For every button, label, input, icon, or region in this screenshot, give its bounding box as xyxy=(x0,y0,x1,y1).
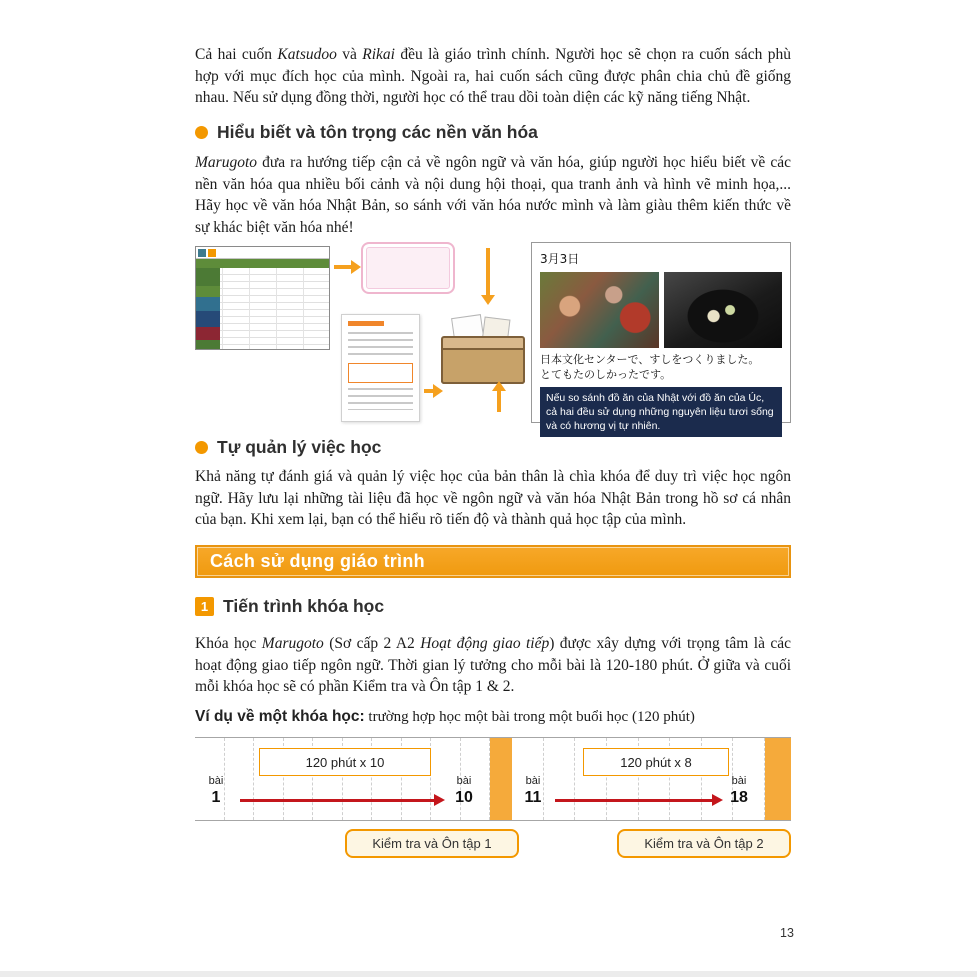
contents-table-thumbnail xyxy=(195,246,330,350)
folder-front xyxy=(441,348,525,384)
form-text-lines xyxy=(348,388,413,410)
self-manage-section-heading xyxy=(195,437,381,458)
topic-block xyxy=(196,311,220,327)
topic-block xyxy=(196,268,220,286)
section-number-badge: 1 xyxy=(195,597,214,616)
lesson-number: 11 xyxy=(524,789,542,806)
logo-mark-icon xyxy=(208,249,216,257)
assessment-form-thumbnail xyxy=(341,314,420,422)
text-segment: Cả hai cuốn xyxy=(195,46,278,63)
table-header-band xyxy=(196,259,329,268)
sushi-making-photo xyxy=(540,272,659,348)
lesson-end-18 xyxy=(722,774,756,808)
topic-block xyxy=(196,297,220,311)
text-segment: đều là giáo trình chính. Người học sẽ chọn ra cuốn sách phù hợp với mục đích học của mình. Ngoài ra, hai cuốn sách cũng được phân chia chủ đề giống nhau. Nếu sử dụng đồng thời, người học có thể trau dồi toàn diện các kỹ năng tiếng Nhật. xyxy=(195,46,791,106)
progress-arrow-icon xyxy=(555,799,713,802)
book-title-marugoto: Marugoto xyxy=(195,154,257,171)
diary-date: 3月3日 xyxy=(540,252,580,266)
culture-note-card xyxy=(361,242,455,294)
book-title-rikai: Rikai xyxy=(362,46,395,63)
lesson-start-1 xyxy=(201,774,231,808)
arrow-right-icon xyxy=(424,389,434,393)
course-progress-heading xyxy=(195,596,384,617)
lesson-end-10 xyxy=(447,774,481,808)
lesson-number: 18 xyxy=(730,789,748,806)
diary-photos xyxy=(540,272,782,348)
review-box-2: Kiểm tra và Ôn tập 2 xyxy=(617,829,791,858)
duration-box-2: 120 phút x 8 xyxy=(583,748,729,776)
lesson-start-11 xyxy=(516,774,550,808)
text-segment: (Sơ cấp 2 A2 xyxy=(323,635,421,652)
logo-mark-icon xyxy=(198,249,206,257)
form-text-lines xyxy=(348,332,413,358)
usage-banner xyxy=(195,545,791,578)
arrow-down-icon xyxy=(486,248,490,296)
form-field-box xyxy=(348,363,413,383)
portfolio-folder-icon xyxy=(441,320,525,384)
page-number: 13 xyxy=(780,926,794,940)
culture-figure xyxy=(195,240,791,433)
usage-banner-title: Cách sử dụng giáo trình xyxy=(210,551,425,571)
course-level-name: Hoạt động giao tiếp xyxy=(420,635,550,652)
lesson-number: 1 xyxy=(211,789,221,806)
orange-bullet-icon xyxy=(195,126,208,139)
culture-section-title: Hiểu biết và tôn trọng các nền văn hóa xyxy=(217,122,538,142)
review-box-1: Kiểm tra và Ôn tập 1 xyxy=(345,829,519,858)
course-progress-title: Tiến trình khóa học xyxy=(223,596,385,616)
book-title-marugoto: Marugoto xyxy=(261,635,324,652)
self-manage-paragraph: Khả năng tự đánh giá và quản lý việc học của bản thân là chìa khóa để duy trì việc học ngôn ngữ. Hãy lưu lại những tài liệu đã học về ngôn ngữ và văn hóa Nhật Bản trong hồ sơ cá nhân của bạn. Khi xem lại, bạn có thể hiểu rõ tiến độ và thành quả học tập của mình. xyxy=(195,468,791,528)
example-label: Ví dụ về một khóa học: xyxy=(195,708,365,725)
review-band-2 xyxy=(765,738,791,820)
culture-diary-panel xyxy=(531,242,791,433)
text-segment: và xyxy=(336,46,363,63)
jp-caption-line2: とてもたのしかったです。 xyxy=(540,367,672,381)
example-text: trường hợp học một bài trong một buổi học (120 phút) xyxy=(364,709,695,725)
review-band-1 xyxy=(490,738,512,820)
topic-block xyxy=(196,340,220,349)
lesson-number: 10 xyxy=(455,789,473,806)
topic-block xyxy=(196,327,220,341)
page-edge xyxy=(0,971,977,977)
arrow-up-icon xyxy=(497,390,501,412)
book-title-katsudoo: Katsudoo xyxy=(277,46,337,63)
duration-box-1: 120 phút x 10 xyxy=(259,748,431,776)
intro-paragraph xyxy=(195,44,791,109)
course-example-line xyxy=(195,708,791,726)
diary-japanese-caption xyxy=(540,353,782,383)
course-timeline xyxy=(195,737,791,821)
diary-vietnamese-note: Nếu so sánh đồ ăn của Nhật với đồ ăn của Úc, cả hai đều sử dụng những nguyên liệu tươi sống và có hương vị tự nhiên. xyxy=(540,387,782,438)
form-title-bar xyxy=(348,321,384,326)
course-paragraph xyxy=(195,633,791,698)
jp-caption-line1: 日本文化センターで、すしをつくりました。 xyxy=(540,353,760,366)
text-segment: Khóa học xyxy=(195,635,262,652)
culture-section-heading xyxy=(195,122,538,143)
lesson-unit-label: bài xyxy=(456,775,472,787)
text-segment: ) được xây dựng với trọng tâm là các hoạt động giao tiếp ngôn ngữ. Thời gian lý tưởng cho mỗi bài là 120-180 phút. Ở giữa và cuối mỗi khóa học sẽ có phần Kiểm tra và Ôn tập 1 & 2. xyxy=(195,635,791,695)
arrow-right-icon xyxy=(334,265,352,269)
lesson-unit-label: bài xyxy=(208,775,224,787)
sushi-plate-photo xyxy=(664,272,783,348)
orange-bullet-icon xyxy=(195,441,208,454)
thumbnail-header xyxy=(196,247,329,259)
self-manage-section-title: Tự quản lý việc học xyxy=(217,437,382,457)
lesson-unit-label: bài xyxy=(731,775,747,787)
topic-block xyxy=(196,286,220,298)
table-topic-column xyxy=(196,268,220,349)
lesson-unit-label: bài xyxy=(525,775,541,787)
culture-section-paragraph xyxy=(195,152,791,238)
progress-arrow-icon xyxy=(240,799,435,802)
text-segment: đưa ra hướng tiếp cận cả về ngôn ngữ và văn hóa, giúp người học hiểu biết về các nền văn hóa qua nhiều bối cảnh và nội dung hội thoại, qua tranh ảnh và hình vẽ minh họa,... Hãy học về văn hóa Nhật Bản, so sánh với văn hóa nước mình và làm giàu thêm kiến thức về sự khác biệt văn hóa nhé! xyxy=(195,154,791,236)
